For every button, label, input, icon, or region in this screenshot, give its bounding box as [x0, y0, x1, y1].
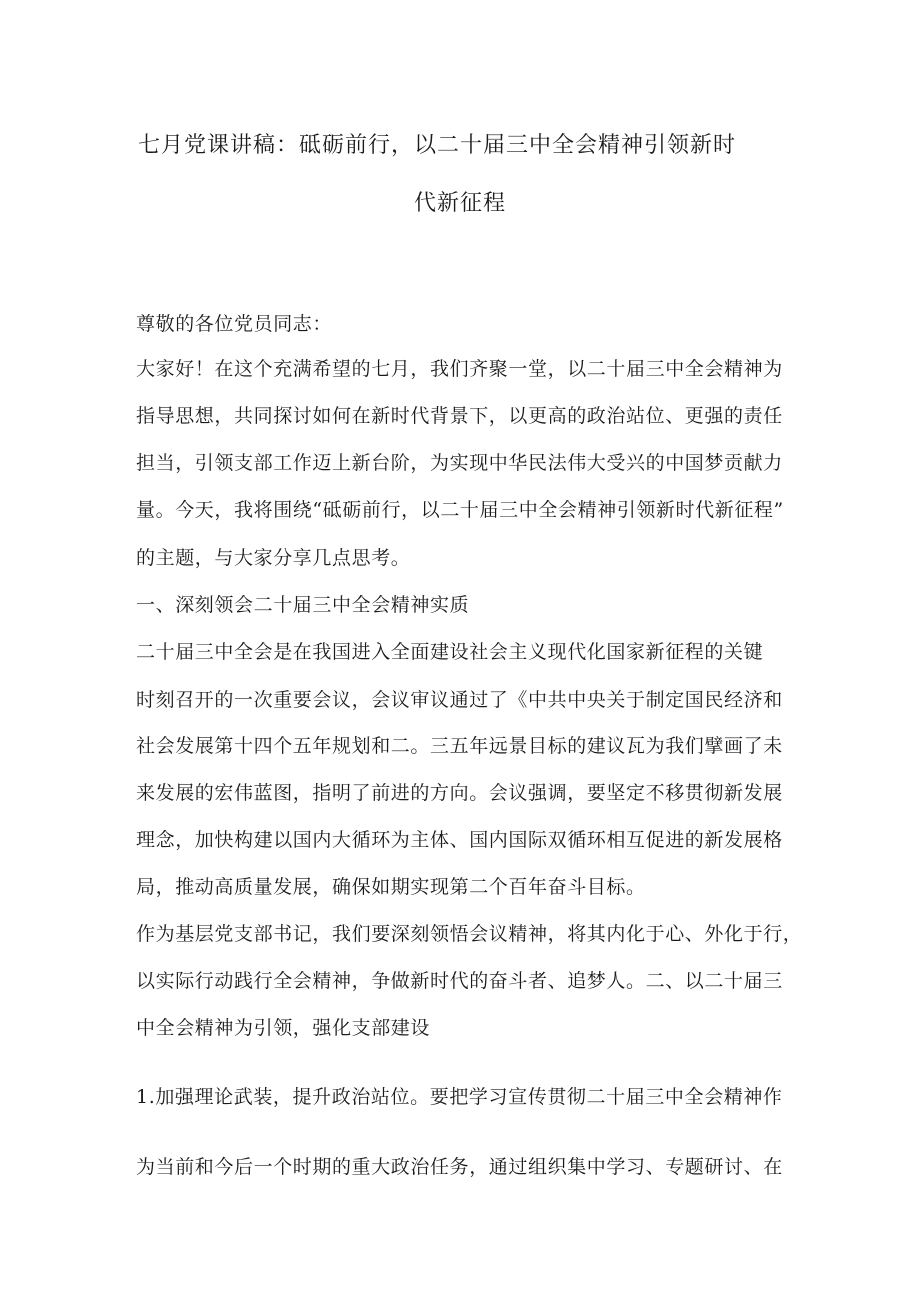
- salutation: 尊敬的各位党员同志：: [136, 313, 333, 335]
- text-line: 1.加强理论武装，提升政治站位。要把学习宣传贯彻二十届三中全会精神作: [136, 1086, 783, 1108]
- text-line: 为当前和今后一个时期的重大政治任务，通过组织集中学习、专题研讨、在: [136, 1156, 783, 1178]
- text-line: 以实际行动践行全会精神，争做新时代的奋斗者、追梦人。二、以二十届三: [136, 970, 783, 992]
- title-line-1: 七月党课讲稿：砥砺前行，以二十届三中全会精神引领新时: [138, 133, 737, 158]
- title-line-2: 代新征程: [414, 191, 507, 216]
- text-line: 中全会精神为引领，强化支部建设: [136, 1017, 431, 1039]
- section-heading: 一、深刻领会二十届三中全会精神实质: [136, 594, 470, 616]
- text-line: 指导思想，共同探讨如何在新时代背景下，以更高的政治站位、更强的责任: [136, 405, 783, 427]
- text-line: 社会发展第十四个五年规划和二。三五年远景目标的建议瓦为我们擘画了未: [136, 735, 783, 757]
- text-line: 作为基层党支部书记，我们要深刻领悟会议精神，将其内化于心、外化于行，: [136, 923, 803, 945]
- text-line: 量。今天，我将围绕“砥砺前行，以二十届三中全会精神引领新时代新征程”: [136, 499, 784, 521]
- text-line: 二十届三中全会是在我国进入全面建设社会主义现代化国家新征程的关键: [136, 641, 764, 663]
- text-line: 局，推动高质量发展，确保如期实现第二个百年奋斗目标。: [136, 876, 646, 898]
- text-line: 的主题，与大家分享几点思考。: [136, 547, 411, 569]
- text-line: 担当，引领支部工作迈上新台阶，为实现中华民法伟大受兴的中国梦贡献力: [136, 452, 783, 474]
- text-line: 时刻召开的一次重要会议，会议审议通过了《中共中央关于制定国民经济和: [136, 689, 783, 711]
- text-line: 理念，加快构建以国内大循环为主体、国内国际双循环相互促进的新发展格: [136, 829, 783, 851]
- text-line: 来发展的宏伟蓝图，指明了前进的方向。会议强调，要坚定不移贯彻新发展: [136, 782, 783, 804]
- text-line: 大家好！在这个充满希望的七月，我们齐聚一堂，以二十届三中全会精神为: [136, 358, 783, 380]
